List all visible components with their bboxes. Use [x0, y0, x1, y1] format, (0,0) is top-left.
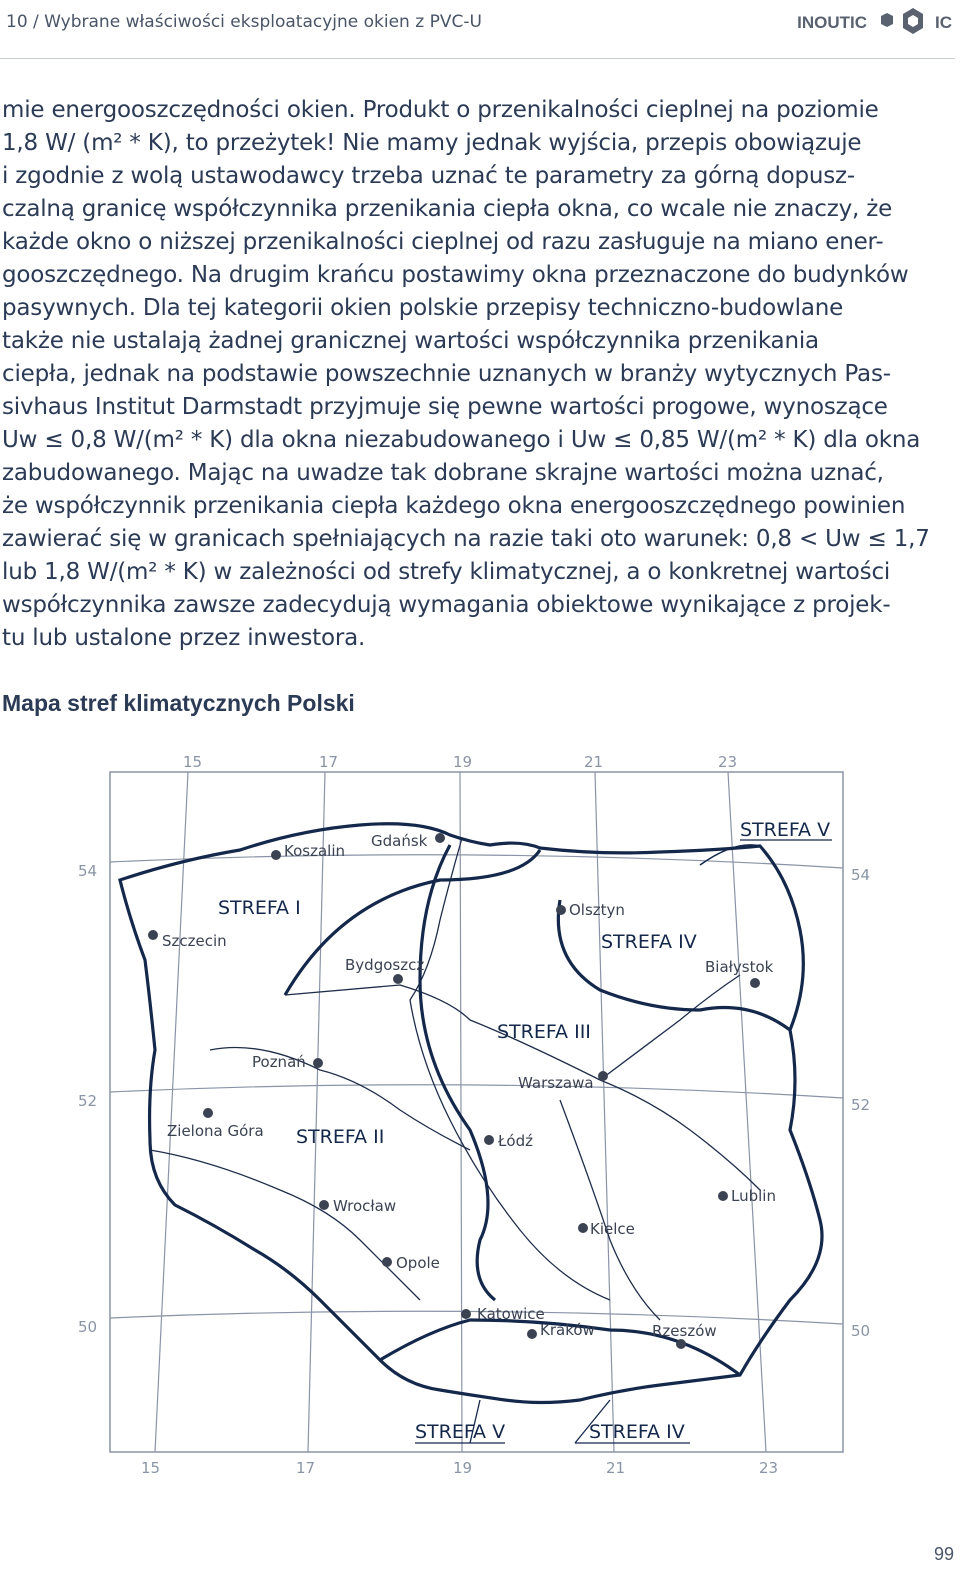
lat-label-right: 54 [851, 866, 871, 884]
city-label: Kraków [540, 1321, 595, 1339]
city-label: Warszawa [518, 1074, 594, 1092]
lat-label-right: 52 [851, 1096, 871, 1114]
lon-label-top: 19 [453, 753, 473, 771]
zone-label: STREFA II [296, 1126, 385, 1148]
text-line: czalną granicę współczynnika przenikania ciepła okna, co wcale nie znaczy, że [2, 196, 893, 222]
zone-label: STREFA I [218, 897, 301, 919]
city-label: Olsztyn [569, 901, 625, 919]
city-label: Kielce [590, 1220, 635, 1238]
text-line: zabudowanego. Mając na uwadze tak dobrane skrajne wartości można uznać, [2, 460, 884, 486]
map-frame [110, 772, 843, 1452]
river-bug [600, 1080, 760, 1190]
lon-label-top: 15 [183, 753, 203, 771]
city-label: Poznań [252, 1053, 306, 1071]
city-label: Katowice [477, 1305, 545, 1323]
page-number: 99 [933, 1544, 954, 1564]
zone-label: STREFA V [415, 1421, 506, 1443]
river-odra [150, 1150, 420, 1300]
meridian-17 [308, 772, 325, 1452]
city-label: Koszalin [284, 842, 345, 860]
text-line: lub 1,8 W/(m² * K) w zależności od strefy klimatycznej, a o konkretnej wartości [2, 559, 891, 585]
lat-label-left: 52 [78, 1092, 98, 1110]
city-marker [578, 1223, 588, 1233]
lon-label-top: 23 [718, 753, 738, 771]
city-marker [718, 1191, 728, 1201]
graticule [110, 772, 843, 1452]
header-divider [0, 58, 955, 59]
city-marker [484, 1135, 494, 1145]
lon-label-top: 17 [319, 753, 339, 771]
text-line: sivhaus Institut Darmstadt przyjmuje się pewne wartości progowe, wynoszące [2, 394, 888, 420]
city-label: Białystok [705, 958, 774, 976]
zone-boundary-2-3 [420, 845, 495, 1300]
city-label: Lublin [731, 1187, 776, 1205]
city-marker [203, 1108, 213, 1118]
river-narew [600, 975, 740, 1080]
city-label: Zielona Góra [167, 1122, 264, 1140]
text-line: współczynnika zawsze zadecydują wymagania obiektowe wynikające z projek- [2, 592, 891, 618]
city-marker [393, 974, 403, 984]
city-marker [598, 1071, 608, 1081]
meridian-19 [460, 772, 462, 1452]
brand-suffix: IC [935, 13, 952, 32]
city-marker [527, 1329, 537, 1339]
text-line: tu lub ustalone przez inwestora. [2, 625, 366, 651]
header-title: 10 / Wybrane właściwości eksploatacyjne okien z PVC-U [6, 12, 482, 32]
lon-label-bottom: 23 [759, 1459, 779, 1477]
city-label: Rzeszów [652, 1322, 717, 1340]
zone-label: STREFA IV [589, 1421, 685, 1443]
text-line: ciepła, jednak na podstawie powszechnie uznanych w branży wytycznych Pas- [2, 361, 891, 387]
climate-zone-map [70, 745, 890, 1490]
page-header [0, 0, 960, 58]
text-line: Uw ≤ 0,8 W/(m² * K) dla okna niezabudowanego i Uw ≤ 0,85 W/(m² * K) dla okna [2, 427, 921, 453]
river-wieprz [560, 1100, 660, 1320]
text-line: pasywnych. Dla tej kategorii okien polskie przepisy techniczno-budowlane [2, 295, 844, 321]
text-line: zawierać się w granicach spełniających na razie taki oto warunek: 0,8 < Uw ≤ 1,7 [2, 526, 930, 552]
meridian-15 [155, 772, 188, 1452]
lon-label-top: 21 [584, 753, 604, 771]
map-title: Mapa stref klimatycznych Polski [2, 690, 355, 716]
city-marker [382, 1257, 392, 1267]
lat-label-right: 50 [851, 1322, 871, 1340]
zone-label: STREFA IV [601, 931, 697, 953]
city-marker [271, 850, 281, 860]
zone-label: STREFA V [740, 819, 831, 841]
city-label: Gdańsk [371, 832, 428, 850]
lon-label-bottom: 21 [606, 1459, 626, 1477]
parallel-52 [110, 1085, 843, 1098]
city-marker [556, 905, 566, 915]
meridian-23 [728, 772, 766, 1452]
lon-label-bottom: 15 [141, 1459, 161, 1477]
city-marker [750, 978, 760, 988]
city-marker [435, 833, 445, 843]
text-line: mie energooszczędności okien. Produkt o przenikalności cieplnej na poziomie [2, 97, 879, 123]
text-line: że współczynnik przenikania ciepła każdego okna energooszczędnego powinien [2, 493, 906, 519]
city-marker [676, 1339, 686, 1349]
city-label: Szczecin [162, 932, 227, 950]
text-line: 1,8 W/ (m² * K), to przeżytek! Nie mamy jednak wyjścia, przepis obowiązuje [2, 130, 862, 156]
text-line: także nie ustalają żadnej granicznej wartości współczynnika przenikania [2, 328, 819, 354]
brand-name: INOUTIC [797, 13, 867, 32]
body-paragraph [2, 94, 952, 655]
meridian-21 [595, 772, 614, 1452]
lon-label-bottom: 17 [296, 1459, 316, 1477]
city-label: Opole [396, 1254, 440, 1272]
text-line: gooszczędnego. Na drugim krańcu postawimy okna przeznaczone do budynków [2, 262, 909, 288]
city-marker [461, 1309, 471, 1319]
lat-label-left: 50 [78, 1318, 98, 1336]
lat-label-left: 54 [78, 862, 98, 880]
text-line: każde okno o niższej przenikalności cieplnej od razu zasługuje na miano ener- [2, 229, 884, 255]
city-label: Łódź [498, 1132, 534, 1150]
hexagon-logo-icon [873, 6, 929, 40]
brand-logo [797, 6, 952, 40]
zone-boundaries [285, 845, 790, 1375]
city-marker [148, 930, 158, 940]
zone-label: STREFA III [497, 1021, 591, 1043]
lon-label-bottom: 19 [453, 1459, 473, 1477]
city-label: Bydgoszcz [345, 956, 425, 974]
city-marker [319, 1200, 329, 1210]
city-marker [313, 1058, 323, 1068]
city-label: Wrocław [333, 1197, 397, 1215]
text-line: i zgodnie z wolą ustawodawcy trzeba uznać te parametry za górną dopusz- [2, 163, 856, 189]
